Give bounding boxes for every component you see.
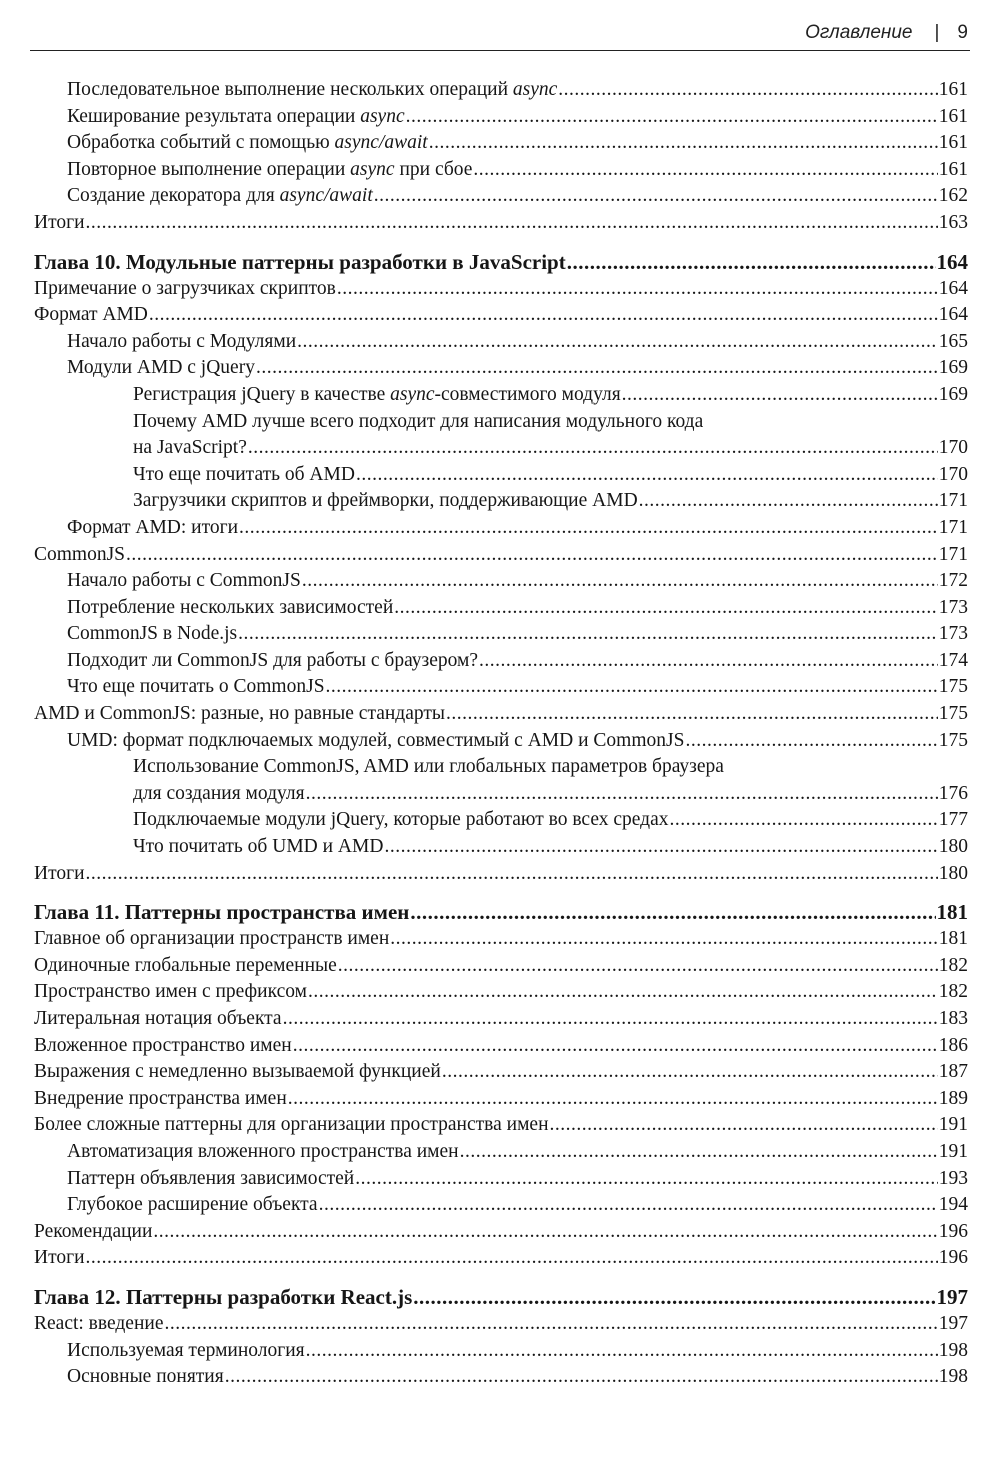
running-header	[30, 22, 970, 51]
toc-title-part: Регистрация jQuery в качестве	[133, 383, 391, 405]
toc-entry-title	[34, 249, 566, 276]
toc-entry-title	[133, 382, 621, 409]
toc-title-part: Что еще почитать о CommonJS	[67, 676, 325, 698]
toc-title-part: async	[360, 105, 405, 127]
toc-page-number: 191	[938, 1114, 968, 1136]
toc-title-part: Глава 11. Паттерны пространства имен	[34, 900, 410, 925]
toc-page-number: 191	[938, 1140, 968, 1162]
toc-entry-title	[133, 781, 305, 808]
dot-leader	[306, 1338, 938, 1365]
toc-page-number: 187	[938, 1061, 968, 1083]
dot-leader	[413, 1284, 935, 1311]
dot-leader	[550, 1112, 938, 1139]
toc-title-part: async/await	[279, 185, 373, 207]
toc-page-number: 183	[938, 1008, 968, 1029]
toc-entry-title	[34, 210, 85, 237]
toc-title-part: Загрузчики скриптов и фреймворки, поддерживающие AMD	[133, 490, 638, 512]
toc-title-part: Одиночные глобальные переменные	[34, 954, 337, 976]
toc-entry-title	[67, 183, 373, 210]
toc-chapter-heading[interactable]	[34, 1284, 968, 1311]
toc-title-part: Вложенное пространство имен	[34, 1034, 292, 1056]
toc-page-number: 163	[938, 211, 968, 233]
toc-entry-title	[67, 515, 238, 542]
dot-leader	[473, 157, 937, 184]
toc-title-part: Глава 12. Паттерны разработки React.js	[34, 1284, 413, 1309]
toc-entry-title	[133, 834, 383, 861]
toc-entry-title	[34, 302, 148, 329]
dot-leader	[406, 104, 938, 131]
toc-entry-title	[34, 701, 445, 728]
toc-entry-title	[67, 157, 472, 184]
toc-entry[interactable]	[34, 1192, 968, 1219]
toc-entry-title	[34, 1112, 549, 1139]
toc-entry-title	[34, 1006, 282, 1033]
toc-entry-title	[67, 77, 557, 104]
toc-entry-title	[67, 595, 393, 622]
toc-entry[interactable]	[34, 183, 968, 210]
dot-leader	[256, 355, 938, 382]
dot-leader	[153, 1219, 937, 1246]
toc-page-number: 194	[938, 1194, 968, 1216]
dot-leader	[429, 130, 938, 157]
toc-entry-title	[34, 979, 307, 1006]
toc-entry[interactable]	[34, 542, 968, 569]
toc-title-part: async/await	[334, 132, 428, 154]
toc-entry-title	[34, 899, 409, 926]
toc-title-part: Итоги	[34, 1247, 85, 1269]
toc-entry-title	[34, 1086, 287, 1113]
toc-title-part: CommonJS	[34, 543, 126, 565]
toc-entry-title	[67, 329, 296, 356]
toc-entry-title	[34, 1033, 292, 1060]
toc-entry[interactable]	[34, 488, 968, 515]
dot-leader	[337, 276, 938, 303]
toc-entry[interactable]	[34, 979, 968, 1006]
toc-entry[interactable]	[34, 329, 968, 356]
toc-entry-title	[67, 674, 325, 701]
toc-page-number: 174	[938, 649, 968, 671]
toc-title-part: Итоги	[34, 211, 85, 233]
toc-entry[interactable]	[34, 1112, 968, 1139]
toc-page-number: 161	[938, 158, 968, 180]
dot-leader	[306, 781, 938, 808]
toc-entry[interactable]	[34, 157, 968, 184]
dot-leader	[394, 595, 937, 622]
toc-entry-title	[67, 355, 255, 382]
toc-entry[interactable]	[34, 861, 968, 888]
dot-leader	[355, 1166, 938, 1193]
toc-title-part: Что еще почитать об AMD	[133, 463, 355, 485]
dot-leader	[384, 834, 937, 861]
toc-title-part: async	[512, 79, 558, 100]
toc-entry[interactable]	[34, 648, 968, 675]
toc-page-number: 181	[936, 900, 968, 925]
toc-page-number: 196	[938, 1220, 968, 1242]
toc-title-part: Обработка событий с помощью	[67, 132, 335, 154]
dot-leader	[567, 249, 936, 276]
toc-entry-title	[67, 1192, 318, 1219]
toc-entry[interactable]	[34, 701, 968, 728]
toc-entry[interactable]	[34, 728, 968, 755]
toc-entry-title	[34, 1311, 163, 1338]
toc-title-part: Глава 10. Модульные паттерны разработки в JavaScript	[34, 249, 566, 274]
toc-title-part: для создания модуля	[133, 782, 305, 804]
dot-leader	[622, 382, 938, 409]
toc-entry-title	[67, 104, 405, 131]
toc-entry[interactable]	[34, 807, 968, 834]
toc-page-number: 171	[938, 543, 968, 565]
toc-title-part: Начало работы с CommonJS	[67, 570, 301, 592]
toc-entry-title	[67, 621, 237, 648]
dot-leader	[685, 728, 937, 755]
toc-entry[interactable]	[34, 302, 968, 329]
toc-entry[interactable]	[34, 595, 968, 622]
toc-title-part: Итоги	[34, 862, 85, 884]
toc-title-part: Внедрение пространства имен	[34, 1087, 287, 1109]
toc-title-part: async	[390, 383, 435, 405]
toc-entry[interactable]	[34, 435, 968, 462]
toc-entry[interactable]	[34, 674, 968, 701]
toc-page-number: 161	[938, 79, 968, 100]
toc-entry-title	[34, 1245, 85, 1272]
dot-leader	[302, 568, 938, 595]
toc-entry-title	[67, 1166, 354, 1193]
toc-title-part: на JavaScript?	[133, 437, 247, 459]
toc-entry[interactable]	[34, 515, 968, 542]
toc-entry[interactable]	[34, 1245, 968, 1272]
toc-entry-title	[34, 926, 389, 953]
dot-leader	[239, 515, 938, 542]
toc-entry[interactable]	[34, 953, 968, 980]
toc-title-part: Формат AMD	[34, 304, 148, 326]
toc-entry-title	[67, 1139, 459, 1166]
toc-page-number: 175	[938, 703, 968, 725]
dot-leader	[308, 979, 938, 1006]
toc-entry[interactable]	[34, 382, 968, 409]
toc-entry[interactable]	[34, 1311, 968, 1338]
toc-entry-title	[34, 1059, 441, 1086]
toc-entry[interactable]	[34, 1338, 968, 1365]
toc-page-number: 169	[938, 383, 968, 405]
toc-page-number: 180	[938, 836, 968, 858]
toc-page-number: 171	[938, 490, 968, 512]
dot-leader	[442, 1059, 938, 1086]
toc-entry[interactable]	[34, 1139, 968, 1166]
dot-leader	[283, 1006, 938, 1033]
toc-page-number: 171	[938, 516, 968, 538]
toc-title-part: Глубокое расширение объекта	[67, 1194, 318, 1216]
toc-page-number: 175	[938, 729, 968, 751]
toc-title-part: Примечание о загрузчиках скриптов	[34, 277, 336, 299]
toc-title-part: Подключаемые модули jQuery, которые работают во всех средах	[133, 809, 669, 831]
toc-entry[interactable]	[34, 462, 968, 489]
toc-entry[interactable]	[34, 210, 968, 237]
dot-leader	[238, 621, 938, 648]
toc-title-part: Автоматизация вложенного пространства имен	[67, 1140, 459, 1162]
toc-page-number: 176	[938, 782, 968, 804]
dot-leader	[86, 210, 938, 237]
header-page-number: 9	[957, 22, 968, 43]
toc-title-part: Используемая терминология	[67, 1339, 305, 1361]
toc-entry-title	[133, 488, 638, 515]
toc-entry-title	[133, 807, 668, 834]
toc-entry-title	[133, 462, 355, 489]
toc-title-part: Последовательное выполнение нескольких операций	[67, 79, 513, 100]
toc-title-part: React: введение	[34, 1312, 164, 1334]
toc-entry[interactable]	[34, 77, 968, 104]
dot-leader	[479, 648, 938, 675]
toc-entry[interactable]	[34, 621, 968, 648]
header-section-title: Оглавление	[805, 22, 913, 43]
dot-leader	[297, 329, 938, 356]
toc-entry-title	[133, 435, 247, 462]
toc-title-part: CommonJS в Node.js	[67, 623, 238, 645]
toc-entry-title	[67, 1338, 305, 1365]
toc-page-number: 197	[936, 1284, 968, 1309]
toc-page-number: 181	[938, 928, 968, 950]
dot-leader	[248, 435, 938, 462]
dot-leader	[410, 899, 935, 926]
toc-page-number: 161	[938, 132, 968, 154]
toc-title-part: Литеральная нотация объекта	[34, 1008, 282, 1029]
dot-leader	[319, 1192, 938, 1219]
toc-page-number: 173	[938, 623, 968, 645]
table-of-contents	[34, 77, 968, 1391]
toc-title-part: Рекомендации	[34, 1220, 153, 1242]
toc-entry-first-line: Почему AMD лучше всего подходит для написания модульного кода	[133, 410, 704, 432]
dot-leader	[86, 1245, 938, 1272]
toc-page-number: 182	[938, 981, 968, 1003]
toc-entry-title	[67, 568, 301, 595]
toc-entry[interactable]	[34, 1166, 968, 1193]
toc-title-part: Что почитать об UMD и AMD	[133, 836, 384, 858]
toc-page-number: 162	[938, 185, 968, 207]
toc-title-part: Формат AMD: итоги	[67, 516, 239, 538]
toc-entry-title	[34, 542, 125, 569]
toc-page-number: 182	[938, 954, 968, 976]
toc-title-part: async	[350, 158, 395, 180]
toc-entry-title	[67, 728, 684, 755]
dot-leader	[293, 1033, 938, 1060]
dot-leader	[390, 926, 937, 953]
toc-entry-title	[67, 1364, 224, 1391]
toc-title-part: Выражения с немедленно вызываемой функцией	[34, 1061, 441, 1083]
toc-page-number: 180	[938, 862, 968, 884]
toc-title-part: Пространство имен с префиксом	[34, 981, 307, 1003]
toc-page-number: 173	[938, 596, 968, 618]
toc-page-number: 169	[938, 357, 968, 379]
dot-leader	[374, 183, 938, 210]
toc-entry[interactable]	[34, 926, 968, 953]
toc-entry[interactable]	[34, 130, 968, 157]
dot-leader	[460, 1139, 938, 1166]
header-text	[805, 22, 968, 44]
toc-entry[interactable]	[34, 355, 968, 382]
toc-title-part: Более сложные паттерны для организации пространства имен	[34, 1114, 549, 1136]
dot-leader	[446, 701, 938, 728]
toc-title-part: Повторное выполнение операции	[67, 158, 351, 180]
dot-leader	[338, 953, 938, 980]
toc-entry[interactable]	[34, 1364, 968, 1391]
dot-leader	[225, 1364, 938, 1391]
toc-page-number: 193	[938, 1167, 968, 1189]
toc-entry[interactable]	[34, 1059, 968, 1086]
toc-entry[interactable]	[34, 1219, 968, 1246]
toc-entry-title	[34, 1284, 412, 1311]
toc-title-part: Главное об организации пространств имен	[34, 928, 390, 950]
toc-entry[interactable]	[34, 834, 968, 861]
header-separator: |	[934, 22, 940, 43]
toc-page-number: 170	[938, 463, 968, 485]
toc-entry[interactable]	[34, 1033, 968, 1060]
toc-title-part: Начало работы с Модулями	[67, 330, 297, 352]
toc-page-number: 165	[938, 330, 968, 352]
dot-leader	[149, 302, 938, 329]
toc-page-number: 177	[938, 809, 968, 831]
dot-leader	[326, 674, 938, 701]
dot-leader	[639, 488, 938, 515]
toc-page-number: 170	[938, 437, 968, 459]
toc-title-part: Основные понятия	[67, 1366, 224, 1388]
toc-entry[interactable]	[34, 276, 968, 303]
toc-entry-title	[34, 861, 85, 888]
toc-entry-title	[34, 276, 336, 303]
toc-title-part: Паттерн объявления зависимостей	[67, 1167, 355, 1189]
toc-page-number: 175	[938, 676, 968, 698]
toc-chapter-heading[interactable]	[34, 899, 968, 926]
toc-page-number: 164	[938, 304, 968, 326]
toc-entry-first-line: Использование CommonJS, AMD или глобальных параметров браузера	[133, 756, 724, 778]
toc-entry-title	[34, 953, 337, 980]
toc-title-part: при сбое	[394, 158, 473, 180]
dot-leader	[86, 861, 938, 888]
toc-title-part: Подходит ли CommonJS для работы с браузером?	[67, 649, 478, 671]
toc-title-part: Потребление нескольких зависимостей	[67, 596, 394, 618]
toc-title-part: AMD и CommonJS: разные, но равные стандарты	[34, 703, 445, 725]
dot-leader	[356, 462, 938, 489]
toc-title-part: Создание декоратора для	[67, 185, 280, 207]
toc-entry[interactable]	[34, 1086, 968, 1113]
toc-chapter-heading[interactable]	[34, 249, 968, 276]
toc-page-number: 198	[938, 1366, 968, 1388]
toc-entry-title	[34, 1219, 152, 1246]
toc-entry-title	[67, 648, 478, 675]
toc-page-number: 198	[938, 1339, 968, 1361]
dot-leader	[288, 1086, 938, 1113]
dot-leader	[558, 77, 937, 104]
toc-entry[interactable]	[34, 781, 968, 808]
toc-entry[interactable]	[34, 104, 968, 131]
toc-page-number: 189	[938, 1087, 968, 1109]
toc-page-number: 161	[938, 105, 968, 127]
toc-entry-title	[67, 130, 428, 157]
dot-leader	[126, 542, 938, 569]
toc-title-part: UMD: формат подключаемых модулей, совместимый с AMD и CommonJS	[67, 729, 685, 751]
toc-title-part: Кеширование результата операции	[67, 105, 361, 127]
toc-title-part: -совместимого модуля	[434, 383, 621, 405]
toc-page-number: 164	[936, 249, 968, 274]
toc-entry[interactable]	[34, 1006, 968, 1033]
toc-page-number: 186	[938, 1034, 968, 1056]
dot-leader	[164, 1311, 937, 1338]
dot-leader	[669, 807, 937, 834]
toc-entry[interactable]	[34, 568, 968, 595]
toc-page-number: 196	[938, 1247, 968, 1269]
toc-page-number: 172	[938, 570, 968, 592]
toc-page-number: 164	[938, 277, 968, 299]
toc-page-number: 197	[938, 1312, 968, 1334]
toc-title-part: Модули AMD с jQuery	[67, 357, 255, 379]
